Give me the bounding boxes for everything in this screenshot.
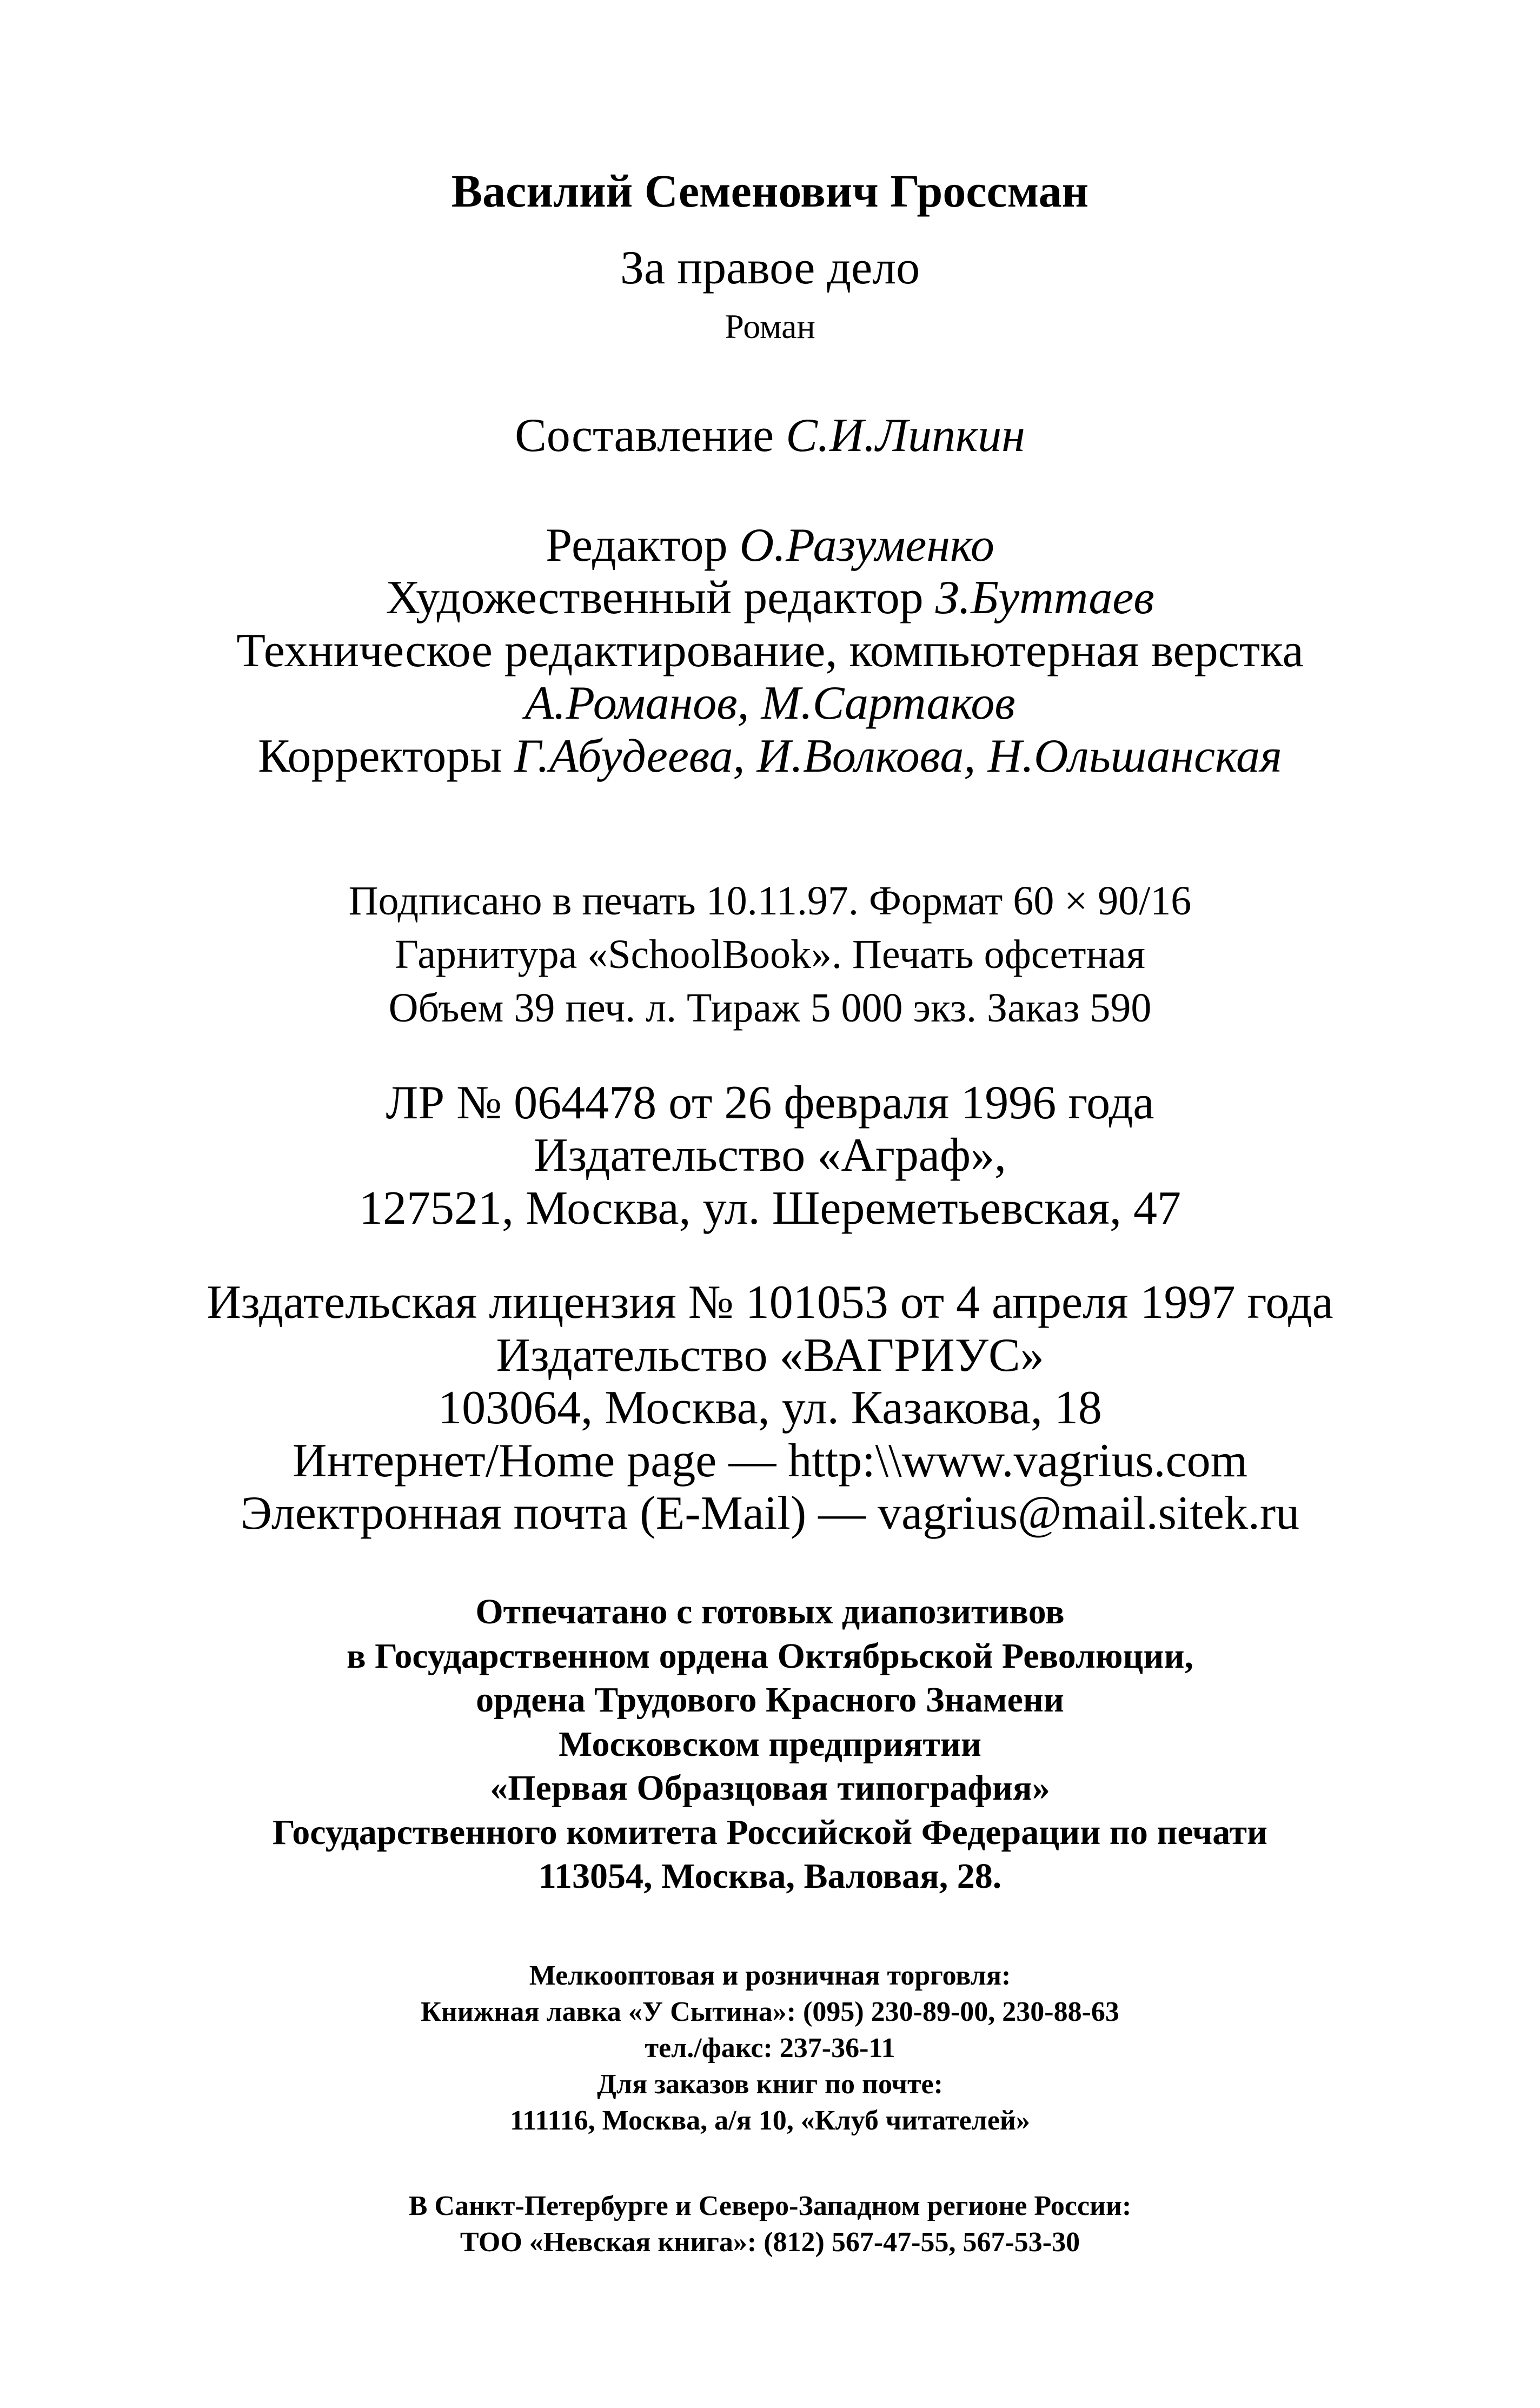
printer-line: «Первая Образцовая типография»	[490, 1768, 1050, 1808]
printer-line: Отпечатано с готовых диапозитивов	[475, 1592, 1065, 1631]
art-editor-credit	[0, 574, 1540, 622]
compiler-role: Составление	[515, 409, 774, 462]
trade-line: 111116, Москва, а/я 10, «Клуб читателей»	[510, 2105, 1030, 2136]
book-genre: Роман	[725, 307, 815, 346]
printer-line: Государственного комитета Российской Федерации по печати	[273, 1813, 1267, 1852]
editor-credit	[0, 519, 1540, 572]
printer-line: Московском предприятии	[559, 1724, 981, 1764]
agraf-line: 127521, Москва, ул. Шереметьевская, 47	[359, 1182, 1181, 1235]
trade-line: Мелкооптовая и розничная торговля:	[529, 1960, 1011, 1991]
vagrius-email: Электронная почта (E-Mail) — vagrius@mail.sitek.ru	[240, 1487, 1300, 1540]
tech-editing-names: А.Романов, М.Сартаков	[525, 677, 1015, 729]
printer-line: 113054, Москва, Валовая, 28.	[538, 1856, 1002, 1896]
book-title: За правое дело	[620, 242, 920, 294]
agraf-line: ЛР № 064478 от 26 февраля 1996 года	[386, 1077, 1154, 1129]
editor-name: О.Разуменко	[739, 519, 994, 572]
editor-role: Редактор	[546, 519, 728, 572]
compiler-name: С.И.Липкин	[786, 409, 1025, 462]
tech-editing-role: Техническое редактирование, компьютерная верстка	[236, 625, 1304, 677]
proofreaders-names: Г.Абудеева, И.Волкова, Н.Ольшанская	[514, 730, 1282, 782]
vagrius-line: Издательская лицензия № 101053 от 4 апреля 1997 года	[207, 1276, 1333, 1329]
vagrius-homepage: Интернет/Home page — http:\\www.vagrius.com	[292, 1435, 1248, 1487]
art-editor-name: З.Буттаев	[935, 572, 1154, 624]
proofreaders-role: Корректоры	[258, 730, 502, 782]
art-editor-role: Художественный редактор	[386, 572, 924, 624]
print-info-line: Объем 39 печ. л. Тираж 5 000 экз. Заказ 590	[388, 985, 1152, 1031]
trade-line: тел./факс: 237-36-11	[645, 2033, 895, 2064]
vagrius-line: 103064, Москва, ул. Казакова, 18	[438, 1382, 1102, 1434]
author-name: Василий Семенович Гроссман	[451, 165, 1089, 217]
print-info-line: Подписано в печать 10.11.97. Формат 60 × 90/16	[348, 878, 1192, 924]
compiler-credit	[0, 409, 1540, 462]
printer-line: ордена Трудового Красного Знамени	[476, 1680, 1064, 1720]
vagrius-line: Издательство «ВАГРИУС»	[496, 1329, 1044, 1382]
trade-line: Для заказов книг по почте:	[597, 2069, 943, 2100]
spb-line: В Санкт-Петербурге и Северо-Западном регионе России:	[408, 2191, 1132, 2221]
proofreaders-credit	[0, 730, 1540, 782]
spb-line: ТОО «Невская книга»: (812) 567-47-55, 567-53-30	[460, 2227, 1080, 2258]
trade-line: Книжная лавка «У Сытина»: (095) 230-89-00, 230-88-63	[421, 1996, 1119, 2027]
printer-line: в Государственном ордена Октябрьской Революции,	[347, 1636, 1193, 1676]
print-info-line: Гарнитура «SchoolBook». Печать офсетная	[395, 932, 1145, 977]
agraf-line: Издательство «Аграф»,	[533, 1129, 1007, 1182]
